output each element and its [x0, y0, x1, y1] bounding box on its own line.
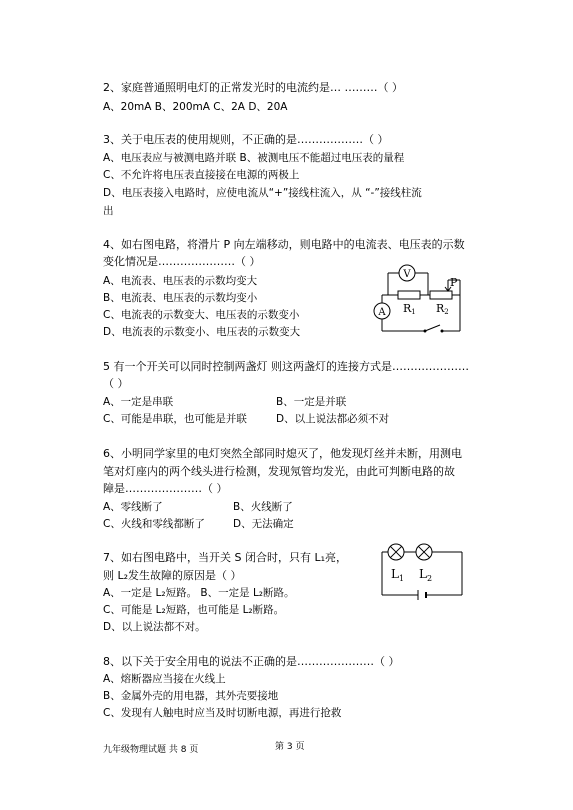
l1-subscript: 1	[398, 574, 405, 583]
lamp-l1-icon	[388, 544, 404, 560]
q4-option-d: D、电流表的示数变小、电压表的示数变大	[103, 326, 301, 338]
battery-icon	[418, 590, 426, 600]
q7-stem-line2: 则 L₂发生故障的原因是（ ）	[103, 569, 242, 582]
r1-subscript: 1	[411, 308, 416, 316]
q6-option-c: C、火线和零线都断了	[103, 518, 205, 530]
slider-label: P	[450, 276, 458, 289]
q7-circuit-diagram	[378, 540, 468, 602]
r2-subscript: 2	[444, 308, 449, 316]
q3-option-ab: A、电压表应与被测电路并联 B、被测电压不能超过电压表的量程	[103, 152, 405, 164]
q7-option-d: D、以上说法都不对。	[103, 621, 206, 633]
q5-option-b: B、一定是并联	[276, 396, 347, 408]
q5-stem-line1: 5 有一个开关可以同时控制两盏灯 则这两盏灯的连接方式是…………………	[103, 360, 469, 373]
q7-stem-line1: 7、如右图电路中，当开关 S 闭合时，只有 L₁亮，	[103, 551, 348, 564]
q4-option-a: A、电流表、电压表的示数均变大	[103, 275, 258, 287]
q6-option-b: B、火线断了	[233, 501, 293, 513]
q3-option-d-continued: 出	[103, 205, 114, 217]
l2-label	[419, 567, 432, 583]
q5-option-c: C、可能是串联，也可能是并联	[103, 413, 247, 425]
q8-option-a: A、熔断器应当接在火线上	[103, 673, 226, 685]
q5-option-a: A、一定是串联	[103, 396, 174, 408]
ammeter-label: A	[378, 307, 386, 318]
q8-option-c: C、发现有人触电时应当及时切断电源，再进行抢救	[103, 707, 342, 719]
rheostat-r2	[430, 291, 452, 299]
r2-letter: R	[436, 302, 445, 315]
l1-letter: L	[391, 567, 399, 581]
r1-letter: R	[403, 302, 412, 315]
voltmeter-label: V	[403, 269, 411, 280]
r2-label	[436, 302, 449, 316]
footer-total-pages: 九年级物理试题 共 8 页	[103, 745, 199, 755]
switch-symbol	[424, 325, 443, 332]
q2-options: A、20mA B、200mA C、2A D、20A	[103, 101, 288, 113]
l2-subscript: 2	[426, 574, 433, 583]
q6-stem-line1: 6、小明同学家里的电灯突然全部同时熄灭了，他发现灯丝并未断，用测电	[103, 447, 462, 460]
q8-stem: 8、以下关于安全用电的说法不正确的是…………………（ ）	[103, 655, 400, 668]
lamp-l2-icon	[416, 544, 432, 560]
q6-stem-line2: 笔对灯座内的两个线头进行检测，发现氖管均发光，由此可判断电路的故	[103, 465, 455, 478]
q3-option-d: D、电压表接入电路时，应使电流从“+”接线柱流入，从 “-”接线柱流	[103, 187, 422, 199]
q5-option-d: D、以上说法都必须不对	[276, 413, 390, 425]
footer-page-number: 第 3 页	[275, 742, 305, 752]
q8-option-b: B、金属外壳的用电器，其外壳要接地	[103, 690, 279, 702]
q4-stem-line2: 变化情况是…………………（ ）	[103, 255, 261, 268]
q4-stem-line1: 4、如右图电路，将滑片 P 向左端移动，则电路中的电流表、电压表的示数	[103, 238, 465, 251]
r1-label	[403, 302, 416, 316]
q7-option-ab: A、一定是 L₂短路。 B、一定是 L₂断路。	[103, 587, 295, 599]
q6-option-a: A、零线断了	[103, 501, 163, 513]
q4-option-b: B、电流表、电压表的示数均变小	[103, 292, 258, 304]
q2-stem: 2、家庭普通照明电灯的正常发光时的电流约是… ………（ ）	[103, 81, 403, 94]
l2-letter: L	[419, 567, 427, 581]
resistor-r1	[398, 291, 420, 299]
q6-stem-line3: 障是…………………（ ）	[103, 482, 228, 495]
l1-label	[391, 567, 404, 583]
q4-option-c: C、电流表的示数变大、电压表的示数变小	[103, 309, 300, 321]
q3-option-c: C、不允许将电压表直接接在电源的两极上	[103, 169, 300, 181]
q7-option-c: C、可能是 L₂短路，也可能是 L₂断路。	[103, 604, 285, 616]
q5-stem-line2: （ ）	[103, 377, 129, 390]
q6-option-d: D、无法确定	[233, 518, 294, 530]
q4-circuit-diagram	[370, 262, 490, 342]
q3-stem: 3、关于电压表的使用规则，不正确的是………………（ ）	[103, 133, 389, 146]
